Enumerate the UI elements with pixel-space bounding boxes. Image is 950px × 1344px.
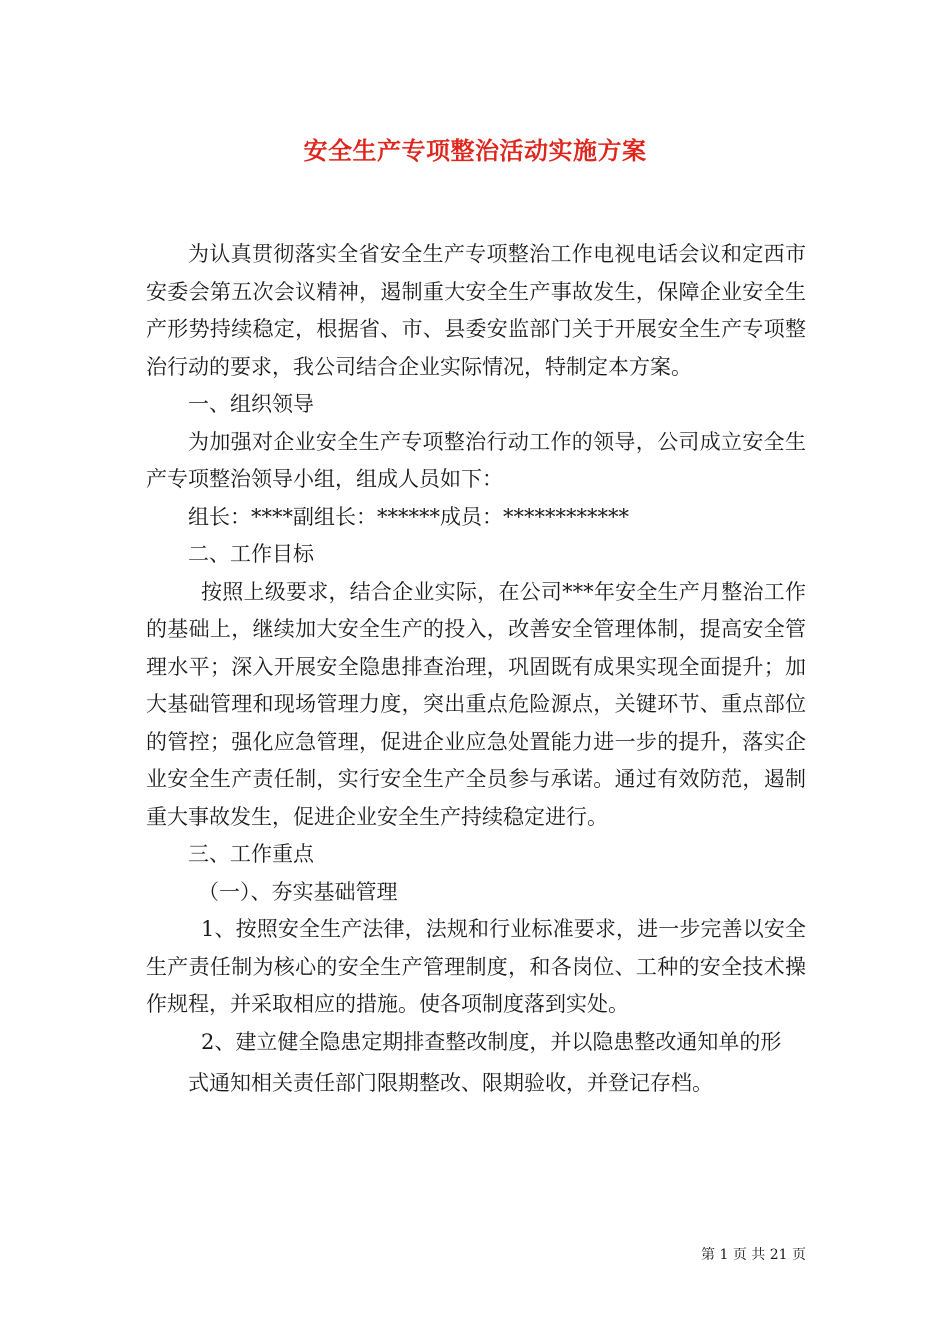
paragraph-intro: 为认真贯彻落实全省安全生产专项整治工作电视电话会议和定西市安委会第五次会议精神，遏制重大安全生产事故发生，保障企业安全生产形势持续稳定，根据省、市、县委安监部门关于开展安全生产专项整治行动的要求，我公司结合企业实际情况，特制定本方案。: [146, 242, 806, 379]
document-body: [146, 236, 806, 1103]
subheading-basic-management: （一）、夯实基础管理: [198, 879, 398, 904]
heading-goals: 二、工作目标: [188, 542, 314, 566]
paragraph-organization: 为加强对企业安全生产专项整治行动工作的领导，公司成立安全生产专项整治领导小组，组成人员如下：: [146, 429, 806, 491]
document-title: 安全生产专项整治活动实施方案: [303, 136, 647, 165]
page-number: 第 1 页 共 21 页: [701, 1247, 806, 1263]
paragraph-item-2: 2、建立健全隐患定期排查整改制度，并以隐患整改通知单的形: [201, 1029, 782, 1054]
paragraph-goals: 按照上级要求，结合企业实际，在公司***年安全生产月整治工作的基础上，继续加大安全生产的投入，改善安全管理体制，提高安全管理水平；深入开展安全隐患排查治理，巩固既有成果实现全面提升；加大基础管理和现场管理力度，突出重点危险源点，关键环节、重点部位的管控；强化应急管理，促进企业应急处置能力进一步的提升，落实企业安全生产责任制，实行安全生产全员参与承诺。通过有效防范，遏制重大事故发生，促进企业安全生产持续稳定进行。: [146, 579, 806, 829]
paragraph-item-1: 1、按照安全生产法律，法规和行业标准要求，进一步完善以安全生产责任制为核心的安全生产管理制度，和各岗位、工种的安全技术操作规程，并采取相应的措施。使各项制度落到实处。: [146, 917, 806, 1016]
paragraph-item-2-continued: 式通知相关责任部门限期整改、限期验收，并登记存档。: [188, 1071, 713, 1095]
heading-focus: 三、工作重点: [188, 842, 314, 866]
heading-organization: 一、组织领导: [188, 392, 314, 416]
paragraph-members: 组长：****副组长：******成员：************: [188, 504, 629, 529]
